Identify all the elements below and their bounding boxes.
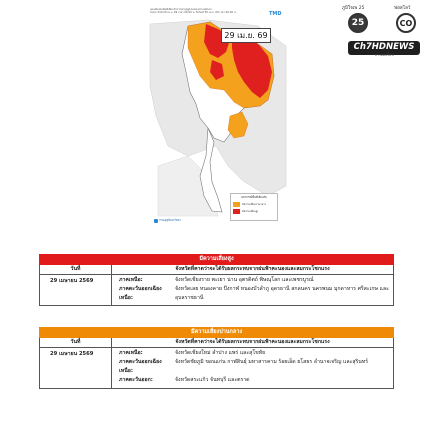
table-header [39, 338, 394, 348]
map-footer-logo-text: กรมอุตุนิยมวิทยา [159, 218, 182, 222]
region-provinces: จังหวัดเลย หนองคาย บึงกาฬ หนองบัวลำภู อุดรธานี สกลนคร นครพนม มุกดาหาร ศรีสะเกษ และอุบลราชธานี [175, 286, 389, 301]
region-entry [119, 285, 390, 302]
map-legend [230, 193, 278, 221]
region-name: ภาคตะวันออกเฉียงเหนือ: [119, 359, 162, 374]
logo-tag-left: ภูมิใจเพ 25 [342, 6, 365, 11]
ch7hdnews-logo-text: Ch7HDNEWS [353, 42, 415, 52]
table-row [39, 275, 394, 306]
tmd-icon [154, 219, 158, 223]
high-risk-title: มีความเสี่ยงสูง [39, 254, 394, 265]
table-row [39, 348, 394, 389]
legend-title: พยากรณ์พื้นที่เสี่ยงภัย [241, 195, 267, 199]
region-name: ภาคตะวันออก: [119, 377, 153, 384]
region-name: ภาคเหนือ: [119, 277, 143, 283]
region-provinces: จังหวัดสระแก้ว จันทบุรี และตราด [175, 377, 250, 384]
region-provinces: จังหวัดชัยภูมิ ขอนแก่น กาฬสินธุ์ มหาสารคาม ร้อยเอ็ด ยโสธร อำนาจเจริญ และสุรินทร์ [175, 359, 369, 366]
legend-item [233, 202, 275, 207]
map-header-line: ในช่วงวันที่ 29 เม.ย. 69 เวลา 06.00 น. ถึงวันที่ 30 เม.ย. 69 เวลา 06.00 น. [150, 11, 237, 15]
legend-item [233, 209, 275, 214]
row-regions [112, 275, 393, 305]
region-name: ภาคเหนือ: [119, 350, 143, 356]
ch7hdnews-logo-sub: ข่าวออนไลน์ [374, 53, 394, 57]
column-area-header: จังหวัดที่คาดว่าจะได้รับผลกระทบจากฝนฟ้าคะนองและลมกระโชกแรง [175, 339, 330, 345]
region-provinces: จังหวัดเชียงราย พะเยา น่าน อุตรดิตถ์ พิษณุโลก และเพชรบูรณ์ [175, 277, 314, 283]
ch7hdnews-logo [348, 41, 420, 55]
column-area-header: จังหวัดที่คาดว่าจะได้รับผลกระทบจากฝนฟ้าคะนองและลมกระโชกแรง [175, 266, 330, 272]
risk-map [148, 6, 288, 222]
region-name: ภาคตะวันออกเฉียงเหนือ: [119, 286, 162, 301]
legend-swatch-high [233, 209, 240, 214]
channel-logos [338, 4, 422, 60]
row-date: 29 เมษายน 2569 [40, 348, 112, 388]
column-date-header: วันที่ [40, 338, 112, 347]
map-footer-logo [154, 218, 181, 223]
map-date-label: 29 เม.ย. 69 [221, 28, 271, 43]
legend-swatch-medium [233, 202, 240, 207]
partner-badge: CO [396, 13, 416, 33]
medium-risk-title: มีความเสี่ยงปานกลาง [39, 327, 394, 338]
row-regions [112, 348, 393, 388]
tmd-logo: TMD [269, 11, 282, 17]
region-entry [119, 276, 390, 284]
anniversary-badge: 25 [348, 13, 368, 33]
table-header [39, 265, 394, 275]
logo-tag-right: ฟอลโลว์ [394, 6, 411, 11]
map-header-line: แผนที่แสดงพื้นที่เสี่ยงภัยจากพายุฤดูร้อนของประเทศไทย [150, 8, 212, 11]
legend-label: มีความเสี่ยงปานกลาง [242, 202, 267, 206]
region-provinces: จังหวัดเชียงใหม่ ลำปาง แพร่ และสุโขทัย [175, 350, 266, 356]
medium-risk-table [39, 327, 394, 389]
legend-label: มีความเสี่ยงสูง [242, 209, 259, 213]
column-date-header: วันที่ [40, 265, 112, 274]
high-risk-table [39, 254, 394, 306]
row-date: 29 เมษายน 2569 [40, 275, 112, 305]
region-entry [119, 349, 390, 357]
region-entry [119, 376, 390, 384]
region-entry [119, 358, 390, 375]
